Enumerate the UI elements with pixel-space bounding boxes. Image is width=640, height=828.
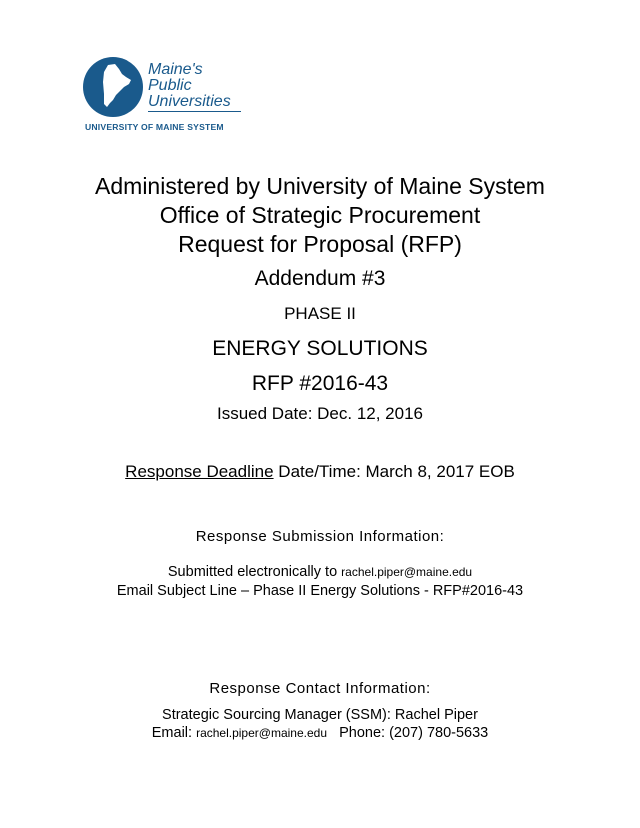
header-line-3: Request for Proposal (RFP) [178, 231, 462, 257]
maine-universities-logo [82, 56, 247, 136]
logo-text-line2: Public [148, 77, 192, 94]
contact-manager: Strategic Sourcing Manager (SSM): Rachel Piper [162, 707, 478, 723]
submission-line [0, 563, 640, 582]
phase-title: PHASE II [284, 304, 356, 323]
submission-email-link[interactable]: rachel.piper@maine.edu [341, 565, 473, 579]
contact-line [0, 724, 640, 743]
submission-prefix: Submitted electronically to [167, 564, 342, 580]
contact-heading: Response Contact Information: [209, 680, 431, 697]
rfp-number: RFP #2016-43 [251, 372, 389, 395]
logo-text-line3: Universities [148, 93, 231, 110]
logo-divider [148, 111, 241, 112]
maine-map-icon [82, 56, 144, 118]
deadline-value: Date/Time: March 8, 2017 EOB [273, 462, 515, 481]
addendum-title: Addendum #3 [254, 267, 386, 290]
submission-heading: Response Submission Information: [195, 528, 445, 545]
contact-email-link[interactable]: rachel.piper@maine.edu [196, 726, 327, 740]
project-title: ENERGY SOLUTIONS [212, 337, 428, 360]
header-line-1: Administered by University of Maine System [95, 173, 545, 199]
issued-date: Issued Date: Dec. 12, 2016 [216, 404, 424, 423]
deadline-label: Response Deadline [125, 462, 274, 481]
logo-subtitle: UNIVERSITY OF MAINE SYSTEM [85, 122, 224, 132]
response-deadline [0, 461, 640, 483]
header-line-2: Office of Strategic Procurement [159, 202, 481, 228]
contact-email-label: Email: [151, 725, 197, 741]
contact-phone: Phone: (207) 780-5633 [327, 725, 489, 741]
logo-text-line1: Maine's [148, 61, 203, 78]
email-subject-line: Email Subject Line – Phase II Energy Solutions - RFP#2016-43 [116, 583, 524, 599]
